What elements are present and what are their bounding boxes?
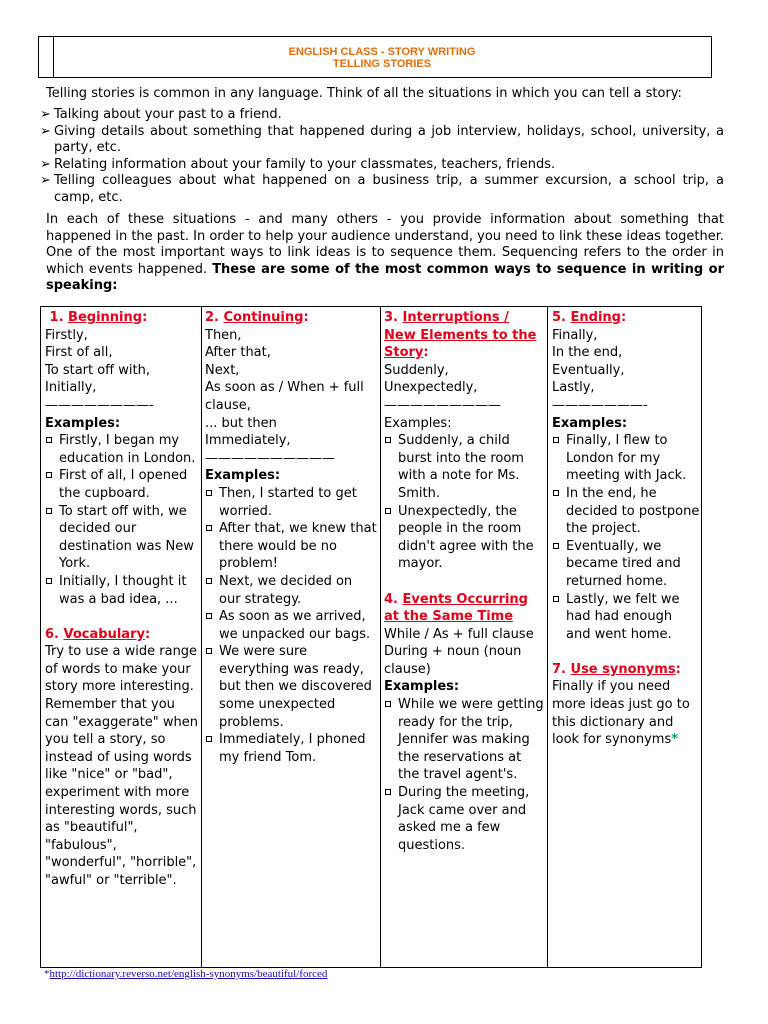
title-line-1: ENGLISH CLASS - STORY WRITING <box>288 46 476 58</box>
square-bullet-icon <box>385 437 391 443</box>
arrow-bullet-icon: ➢ <box>40 123 51 139</box>
square-bullet-icon <box>206 525 212 531</box>
square-bullet-icon <box>46 472 52 478</box>
square-bullet-icon <box>553 490 559 496</box>
example-item: In the end, he decided to postpone the project. <box>552 485 700 538</box>
square-bullet-icon <box>46 437 52 443</box>
heading-vocabulary: 6. Vocabulary: <box>45 626 151 642</box>
examples-label: Examples: <box>205 468 281 484</box>
word-item: First of all, <box>45 345 113 361</box>
separator-dashes: ————————— <box>384 397 501 413</box>
example-item: During the meeting, Jack came over and asked me a few questions. <box>384 784 544 854</box>
column-divider <box>380 307 381 967</box>
title-line-2: TELLING STORIES <box>332 58 432 70</box>
example-item: Lastly, we felt we had had enough and went home. <box>552 591 700 644</box>
word-item: Initially, <box>45 380 97 396</box>
example-item: Firstly, I began my education in London. <box>45 432 201 467</box>
column-beginning <box>45 309 201 890</box>
list-item: ➢ Giving details about something that happened during a job interview, holidays, school, university, a party, etc. <box>40 123 724 155</box>
example-item: Eventually, we became tired and returned home. <box>552 538 700 591</box>
synonyms-text: Finally if you need more ideas just go to this dictionary and look for synonyms* <box>552 679 690 748</box>
word-item: Immediately, <box>205 433 291 449</box>
heading-ending: 5. Ending: <box>552 310 627 325</box>
example-item: To start off with, we decided our destination was New York. <box>45 503 201 573</box>
example-item: First of all, I opened the cupboard. <box>45 467 201 502</box>
example-item: Then, I started to get worried. <box>205 485 377 520</box>
column-divider <box>547 307 548 967</box>
square-bullet-icon <box>385 701 391 707</box>
square-bullet-icon <box>385 789 391 795</box>
footnote-star: * <box>44 968 50 980</box>
sequencing-table <box>40 306 702 968</box>
example-item: We were sure everything was ready, but then we discovered some unexpected problems. <box>205 643 377 731</box>
list-item: ➢ Talking about your past to a friend. <box>40 107 282 122</box>
word-item: To start off with, <box>45 362 150 378</box>
word-item: Suddenly, <box>384 362 449 378</box>
situation-list <box>40 107 724 206</box>
word-item: Finally, <box>552 327 598 343</box>
square-bullet-icon <box>206 648 212 654</box>
title-box-strip <box>39 37 54 77</box>
example-item: Unexpectedly, the people in the room didn't agree with the mayor. <box>384 503 544 573</box>
list-item: ➢ Telling colleagues about what happened on a business trip, a summer excursion, a school trip, a camp, etc. <box>40 173 724 205</box>
word-item: After that, <box>205 345 271 361</box>
examples-label: Examples: <box>384 415 452 431</box>
separator-dashes: ———————- <box>552 397 648 413</box>
title-box <box>38 36 712 78</box>
arrow-bullet-icon: ➢ <box>40 173 51 188</box>
example-item: While we were getting ready for the trip, Jennifer was making the reservations at the travel agent's. <box>384 696 544 784</box>
example-item: Suddenly, a child burst into the room with a note for Ms. Smith. <box>384 432 544 502</box>
example-item: As soon as we arrived, we unpacked our bags. <box>205 608 377 643</box>
word-item: ... but then <box>205 415 277 431</box>
examples-label: Examples: <box>45 415 121 431</box>
example-item: After that, we knew that there would be no problem! <box>205 520 377 573</box>
column-continuing <box>205 309 377 766</box>
word-item: During + noun (noun clause) <box>384 644 522 677</box>
square-bullet-icon <box>206 578 212 584</box>
heading-interruptions: 3. Interruptions / New Elements to the Story: <box>384 310 537 361</box>
square-bullet-icon <box>206 736 212 742</box>
word-item: As soon as / When + full clause, <box>205 380 364 413</box>
separator-dashes: —————————— <box>205 450 335 466</box>
square-bullet-icon <box>46 508 52 514</box>
example-item: Initially, I thought it was a bad idea, ... <box>45 573 201 608</box>
examples-label: Examples: <box>552 415 628 431</box>
word-item: Eventually, <box>552 362 625 378</box>
heading-beginning: 1. Beginning: <box>49 310 148 325</box>
square-bullet-icon <box>385 508 391 514</box>
vocab-text: Remember that you can "exaggerate" when you tell a story, so instead of using words like "nice" or "bad", experiment with more interesting words, such as "beautiful", "fabulous", "wonderful", "horrible", "awful" or "terrible". <box>45 697 199 888</box>
square-bullet-icon <box>206 613 212 619</box>
examples-label: Examples: <box>384 679 460 695</box>
sequencing-paragraph <box>46 212 724 295</box>
example-item: Next, we decided on our strategy. <box>205 573 377 608</box>
square-bullet-icon <box>46 578 52 584</box>
square-bullet-icon <box>553 596 559 602</box>
square-bullet-icon <box>206 490 212 496</box>
word-item: Unexpectedly, <box>384 380 478 396</box>
arrow-bullet-icon: ➢ <box>40 156 51 172</box>
vocab-text: Try to use a wide range of words to make your story more interesting. <box>45 644 198 695</box>
word-item: Then, <box>205 327 242 343</box>
column-interruptions <box>384 309 544 854</box>
word-item: In the end, <box>552 345 623 361</box>
paragraph-text: In each of these situations - and many others - you provide information about something that happened in the past. In order to help your audience understand, you need to link these ideas together. One of the most important ways to link ideas is to sequence them. Sequencing refers to the order in which events happened. <box>46 212 724 277</box>
intro-text: Telling stories is common in any language. Think of all the situations in which you can tell a story: <box>46 86 682 101</box>
heading-synonyms: 7. Use synonyms: <box>552 661 681 677</box>
word-item: While / As + full clause <box>384 626 534 642</box>
word-item: Lastly, <box>552 380 595 396</box>
square-bullet-icon <box>553 543 559 549</box>
example-item: Finally, I flew to London for my meeting with Jack. <box>552 432 700 485</box>
column-ending <box>552 309 700 749</box>
heading-same-time: 4. Events Occurring at the Same Time <box>384 591 528 625</box>
heading-continuing: 2. Continuing: <box>205 310 309 325</box>
arrow-bullet-icon: ➢ <box>40 107 51 122</box>
word-item: Next, <box>205 362 240 378</box>
dictionary-link[interactable]: http://dictionary.reverso.net/english-synonyms/beautiful/forced <box>49 968 328 980</box>
footnote-star: * <box>671 732 679 748</box>
word-item: Firstly, <box>45 327 88 343</box>
square-bullet-icon <box>553 437 559 443</box>
example-item: Immediately, I phoned my friend Tom. <box>205 731 377 766</box>
column-divider <box>201 307 202 967</box>
paragraph-bold-text: These are some of the most common ways to sequence in writing or speaking: <box>46 261 724 294</box>
separator-dashes: ————————- <box>45 397 154 413</box>
list-item: ➢ Relating information about your family to your classmates, teachers, friends. <box>40 156 556 172</box>
footnote <box>44 968 327 980</box>
